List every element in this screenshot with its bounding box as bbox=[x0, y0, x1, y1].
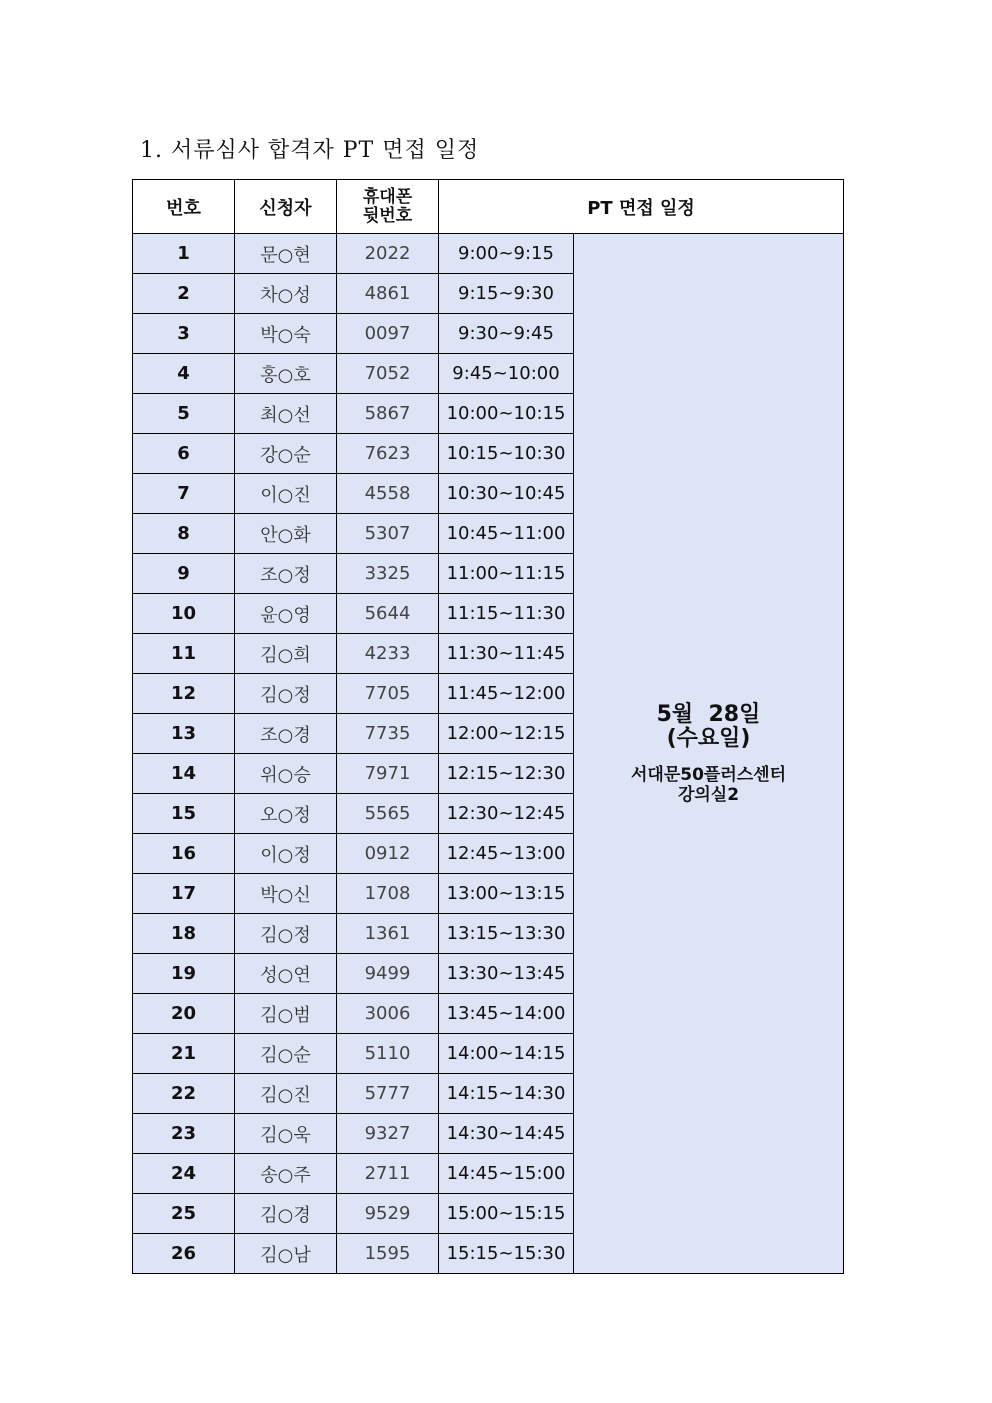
row-applicant-name: 김○경 bbox=[235, 1194, 337, 1234]
table-body bbox=[133, 234, 844, 1274]
row-number: 2 bbox=[133, 274, 235, 314]
header-phone-line2: 뒷번호 bbox=[362, 205, 413, 226]
row-time-slot: 9:45~10:00 bbox=[439, 354, 574, 394]
row-number: 20 bbox=[133, 994, 235, 1034]
row-phone-digits: 5867 bbox=[337, 394, 439, 434]
row-number: 11 bbox=[133, 634, 235, 674]
row-time-slot: 15:15~15:30 bbox=[439, 1234, 574, 1274]
row-applicant-name: 김○정 bbox=[235, 914, 337, 954]
header-phone-last-digits bbox=[337, 180, 439, 234]
row-applicant-name: 최○선 bbox=[235, 394, 337, 434]
interview-schedule-table bbox=[132, 179, 844, 1274]
row-phone-digits: 4861 bbox=[337, 274, 439, 314]
row-time-slot: 12:15~12:30 bbox=[439, 754, 574, 794]
row-phone-digits: 2022 bbox=[337, 234, 439, 274]
row-time-slot: 14:30~14:45 bbox=[439, 1114, 574, 1154]
row-number: 14 bbox=[133, 754, 235, 794]
row-time-slot: 13:15~13:30 bbox=[439, 914, 574, 954]
row-number: 17 bbox=[133, 874, 235, 914]
interview-date-venue-cell bbox=[574, 234, 844, 1274]
row-phone-digits: 5110 bbox=[337, 1034, 439, 1074]
table-header-row bbox=[133, 180, 844, 234]
header-number: 번호 bbox=[133, 180, 235, 234]
row-applicant-name: 조○정 bbox=[235, 554, 337, 594]
row-time-slot: 14:15~14:30 bbox=[439, 1074, 574, 1114]
row-applicant-name: 김○욱 bbox=[235, 1114, 337, 1154]
row-number: 4 bbox=[133, 354, 235, 394]
row-applicant-name: 문○현 bbox=[235, 234, 337, 274]
row-applicant-name: 조○경 bbox=[235, 714, 337, 754]
venue-line2: 강의실2 bbox=[677, 784, 740, 805]
row-phone-digits: 4558 bbox=[337, 474, 439, 514]
row-number: 22 bbox=[133, 1074, 235, 1114]
row-number: 12 bbox=[133, 674, 235, 714]
row-time-slot: 9:30~9:45 bbox=[439, 314, 574, 354]
row-time-slot: 10:30~10:45 bbox=[439, 474, 574, 514]
row-phone-digits: 9499 bbox=[337, 954, 439, 994]
venue-line1: 서대문50플러스센터 bbox=[630, 764, 787, 785]
row-time-slot: 13:45~14:00 bbox=[439, 994, 574, 1034]
header-pt-schedule: PT 면접 일정 bbox=[439, 180, 844, 234]
row-phone-digits: 0912 bbox=[337, 834, 439, 874]
row-applicant-name: 김○정 bbox=[235, 674, 337, 714]
row-number: 7 bbox=[133, 474, 235, 514]
row-applicant-name: 이○정 bbox=[235, 834, 337, 874]
row-applicant-name: 성○연 bbox=[235, 954, 337, 994]
row-applicant-name: 김○희 bbox=[235, 634, 337, 674]
row-number: 9 bbox=[133, 554, 235, 594]
row-time-slot: 14:45~15:00 bbox=[439, 1154, 574, 1194]
row-number: 25 bbox=[133, 1194, 235, 1234]
document-title: 1. 서류심사 합격자 PT 면접 일정 bbox=[140, 138, 480, 163]
row-time-slot: 9:15~9:30 bbox=[439, 274, 574, 314]
row-phone-digits: 9529 bbox=[337, 1194, 439, 1234]
row-time-slot: 10:15~10:30 bbox=[439, 434, 574, 474]
interview-venue bbox=[574, 765, 843, 805]
row-applicant-name: 김○남 bbox=[235, 1234, 337, 1274]
row-number: 8 bbox=[133, 514, 235, 554]
row-number: 16 bbox=[133, 834, 235, 874]
row-phone-digits: 2711 bbox=[337, 1154, 439, 1194]
row-time-slot: 10:00~10:15 bbox=[439, 394, 574, 434]
row-applicant-name: 김○범 bbox=[235, 994, 337, 1034]
row-time-slot: 15:00~15:15 bbox=[439, 1194, 574, 1234]
row-applicant-name: 위○승 bbox=[235, 754, 337, 794]
row-number: 24 bbox=[133, 1154, 235, 1194]
interview-weekday: (수요일) bbox=[666, 725, 751, 751]
row-applicant-name: 오○정 bbox=[235, 794, 337, 834]
row-phone-digits: 4233 bbox=[337, 634, 439, 674]
row-phone-digits: 1595 bbox=[337, 1234, 439, 1274]
row-phone-digits: 5565 bbox=[337, 794, 439, 834]
row-phone-digits: 5644 bbox=[337, 594, 439, 634]
row-number: 10 bbox=[133, 594, 235, 634]
row-phone-digits: 3325 bbox=[337, 554, 439, 594]
row-applicant-name: 강○순 bbox=[235, 434, 337, 474]
table-row bbox=[133, 234, 844, 274]
row-phone-digits: 7971 bbox=[337, 754, 439, 794]
row-applicant-name: 차○성 bbox=[235, 274, 337, 314]
row-number: 1 bbox=[133, 234, 235, 274]
row-phone-digits: 7705 bbox=[337, 674, 439, 714]
header-phone-line1: 휴대폰 bbox=[362, 186, 413, 207]
row-time-slot: 10:45~11:00 bbox=[439, 514, 574, 554]
row-applicant-name: 윤○영 bbox=[235, 594, 337, 634]
row-applicant-name: 박○숙 bbox=[235, 314, 337, 354]
row-number: 5 bbox=[133, 394, 235, 434]
interview-date: 5월 28일 bbox=[656, 701, 761, 727]
row-time-slot: 11:00~11:15 bbox=[439, 554, 574, 594]
row-number: 6 bbox=[133, 434, 235, 474]
row-number: 26 bbox=[133, 1234, 235, 1274]
row-applicant-name: 송○주 bbox=[235, 1154, 337, 1194]
row-number: 23 bbox=[133, 1114, 235, 1154]
row-time-slot: 11:45~12:00 bbox=[439, 674, 574, 714]
row-time-slot: 13:00~13:15 bbox=[439, 874, 574, 914]
row-phone-digits: 5777 bbox=[337, 1074, 439, 1114]
row-time-slot: 11:15~11:30 bbox=[439, 594, 574, 634]
row-applicant-name: 안○화 bbox=[235, 514, 337, 554]
row-applicant-name: 김○진 bbox=[235, 1074, 337, 1114]
row-number: 21 bbox=[133, 1034, 235, 1074]
row-number: 3 bbox=[133, 314, 235, 354]
row-phone-digits: 1708 bbox=[337, 874, 439, 914]
row-applicant-name: 이○진 bbox=[235, 474, 337, 514]
row-time-slot: 11:30~11:45 bbox=[439, 634, 574, 674]
row-applicant-name: 박○신 bbox=[235, 874, 337, 914]
row-phone-digits: 7052 bbox=[337, 354, 439, 394]
row-number: 15 bbox=[133, 794, 235, 834]
row-number: 13 bbox=[133, 714, 235, 754]
row-phone-digits: 3006 bbox=[337, 994, 439, 1034]
row-time-slot: 14:00~14:15 bbox=[439, 1034, 574, 1074]
row-time-slot: 12:30~12:45 bbox=[439, 794, 574, 834]
row-phone-digits: 1361 bbox=[337, 914, 439, 954]
row-phone-digits: 7735 bbox=[337, 714, 439, 754]
row-number: 18 bbox=[133, 914, 235, 954]
row-phone-digits: 9327 bbox=[337, 1114, 439, 1154]
row-time-slot: 12:45~13:00 bbox=[439, 834, 574, 874]
row-time-slot: 12:00~12:15 bbox=[439, 714, 574, 754]
row-phone-digits: 5307 bbox=[337, 514, 439, 554]
row-applicant-name: 홍○호 bbox=[235, 354, 337, 394]
row-number: 19 bbox=[133, 954, 235, 994]
header-applicant: 신청자 bbox=[235, 180, 337, 234]
row-time-slot: 13:30~13:45 bbox=[439, 954, 574, 994]
row-phone-digits: 7623 bbox=[337, 434, 439, 474]
row-applicant-name: 김○순 bbox=[235, 1034, 337, 1074]
row-time-slot: 9:00~9:15 bbox=[439, 234, 574, 274]
row-phone-digits: 0097 bbox=[337, 314, 439, 354]
